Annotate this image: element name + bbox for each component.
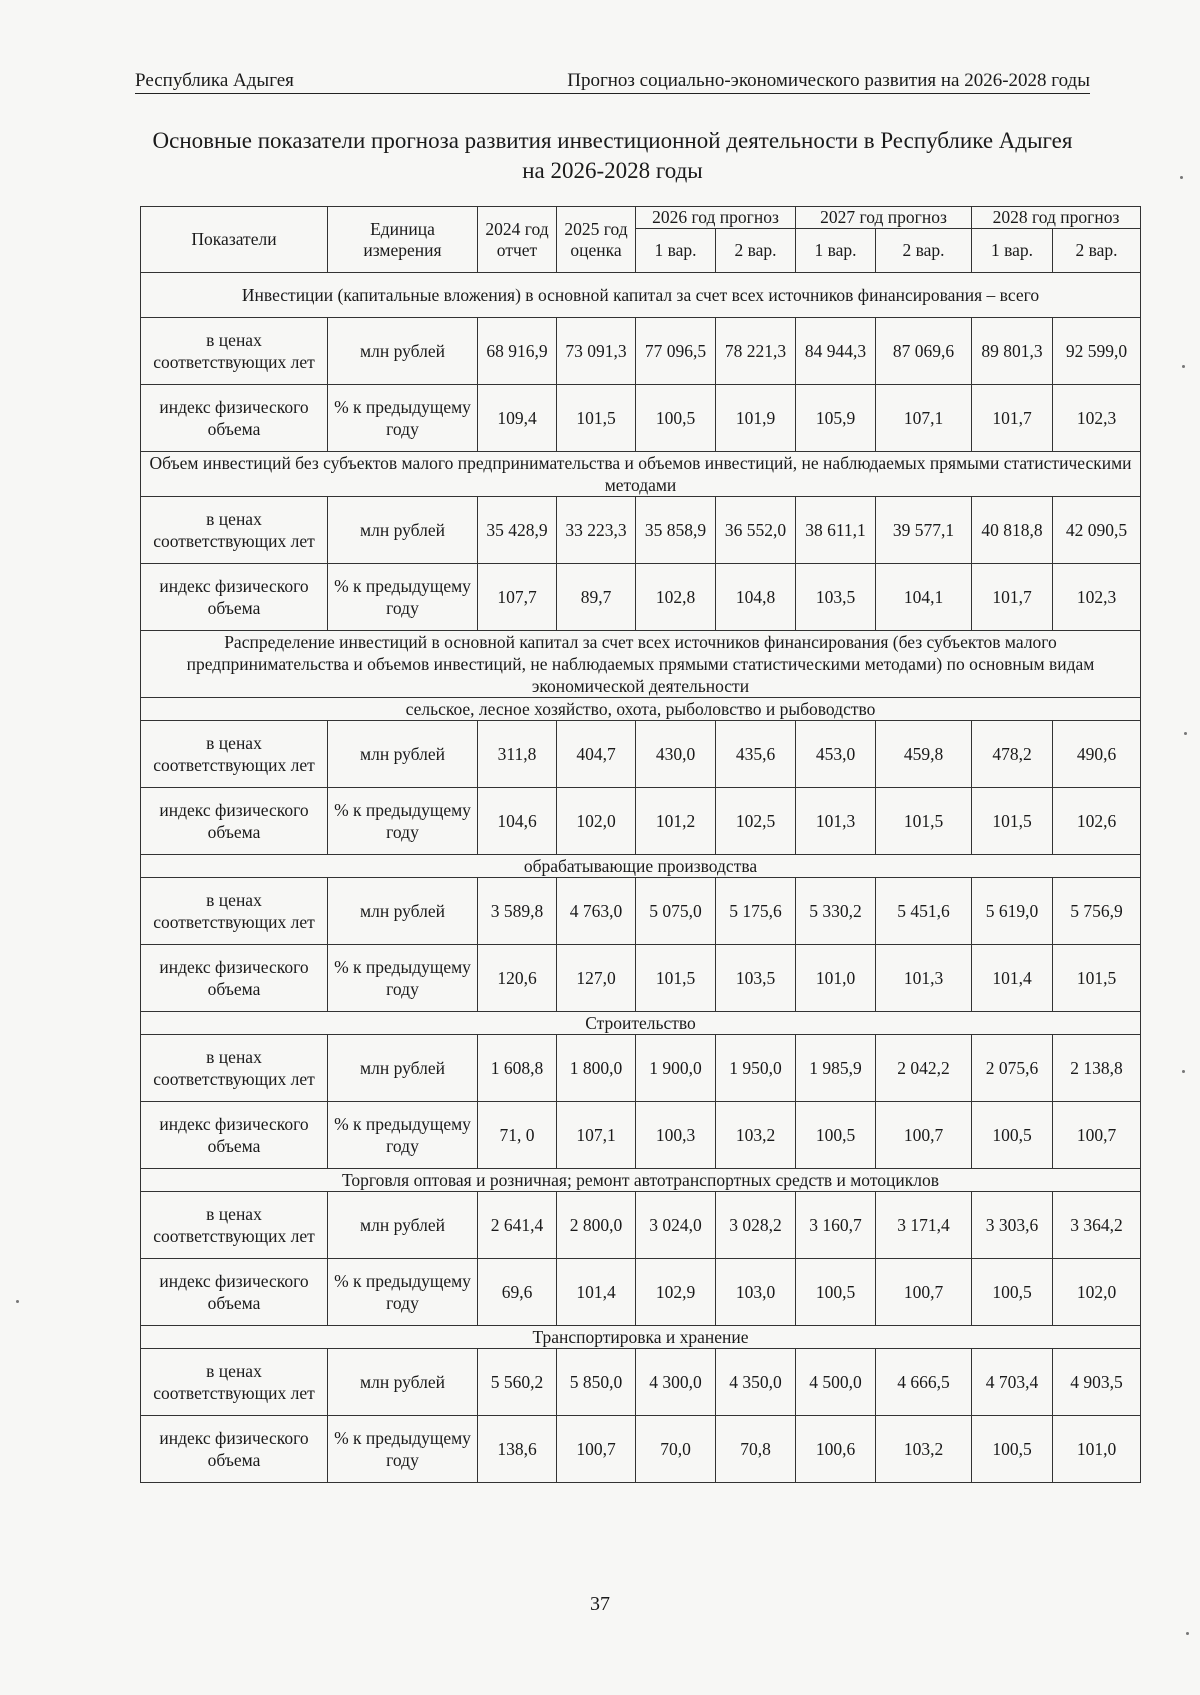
row-label: индекс физического объема [141,385,328,452]
table-row [141,1192,1141,1259]
table-cell: 73 091,3 [557,318,636,385]
col-header-2025: 2025 год оценка [557,207,636,273]
table-cell: 120,6 [478,945,557,1012]
table-cell: 102,8 [636,564,716,631]
row-label: в ценах соответствующих лет [141,878,328,945]
row-unit: % к предыдущему году [328,1102,478,1169]
table-cell: 84 944,3 [796,318,876,385]
table-cell: 127,0 [557,945,636,1012]
section-header-row [141,631,1141,698]
section-title: Распределение инвестиций в основной капитал за счет всех источников финансирования (без субъектов малого предпринимательства и объемов инвестиций, не наблюдаемых прямыми статистическими методами) по основным видам экономической деятельности [141,631,1141,698]
table-row [141,1035,1141,1102]
section-title: Торговля оптовая и розничная; ремонт автотранспортных средств и мотоциклов [141,1169,1141,1192]
row-label: в ценах соответствующих лет [141,318,328,385]
row-label: индекс физического объема [141,1416,328,1483]
table-row [141,878,1141,945]
table-cell: 435,6 [716,721,796,788]
row-label: индекс физического объема [141,945,328,1012]
table-cell: 100,6 [796,1416,876,1483]
table-cell: 107,1 [876,385,972,452]
table-cell: 2 641,4 [478,1192,557,1259]
row-unit: млн рублей [328,497,478,564]
col-header-unit: Единица измерения [328,207,478,273]
section-header-row [141,1169,1141,1192]
table-cell: 1 800,0 [557,1035,636,1102]
table-cell: 70,0 [636,1416,716,1483]
table-cell: 87 069,6 [876,318,972,385]
row-unit: млн рублей [328,1349,478,1416]
table-cell: 103,2 [876,1416,972,1483]
table-cell: 102,3 [1053,564,1141,631]
table-row [141,945,1141,1012]
table-cell: 39 577,1 [876,497,972,564]
table-cell: 103,2 [716,1102,796,1169]
section-title: Транспортировка и хранение [141,1326,1141,1349]
table-cell: 101,5 [557,385,636,452]
table-cell: 100,7 [876,1102,972,1169]
page-title [135,126,1090,186]
table-row [141,1259,1141,1326]
table-cell: 100,5 [636,385,716,452]
scan-speck [1182,1070,1185,1073]
table-cell: 101,2 [636,788,716,855]
table-cell: 3 171,4 [876,1192,972,1259]
col-header-2027: 2027 год прогноз [796,207,972,229]
investment-table [140,206,1141,1483]
table-body [141,273,1141,1483]
table-cell: 101,4 [972,945,1053,1012]
col-header-2024: 2024 год отчет [478,207,557,273]
scan-speck [1182,365,1185,368]
table-cell: 4 666,5 [876,1349,972,1416]
table-cell: 1 900,0 [636,1035,716,1102]
table-cell: 1 608,8 [478,1035,557,1102]
table-cell: 102,5 [716,788,796,855]
row-label: индекс физического объема [141,1102,328,1169]
col-header-2028-var1: 1 вар. [972,229,1053,273]
section-title: Инвестиции (капитальные вложения) в основной капитал за счет всех источников финансирования – всего [141,273,1141,318]
table-cell: 105,9 [796,385,876,452]
table-cell: 70,8 [716,1416,796,1483]
table-row [141,1102,1141,1169]
table-cell: 101,5 [972,788,1053,855]
section-header-row [141,1012,1141,1035]
table-cell: 100,7 [876,1259,972,1326]
table-cell: 100,5 [796,1259,876,1326]
page-title-line-1: Основные показатели прогноза развития инвестиционной деятельности в Республике Адыгея [152,128,1073,153]
row-label: индекс физического объема [141,1259,328,1326]
table-cell: 101,3 [796,788,876,855]
section-title: обрабатывающие производства [141,855,1141,878]
row-label: индекс физического объема [141,564,328,631]
table-cell: 42 090,5 [1053,497,1141,564]
table-cell: 103,5 [796,564,876,631]
table-cell: 109,4 [478,385,557,452]
table-cell: 459,8 [876,721,972,788]
table-cell: 4 500,0 [796,1349,876,1416]
row-unit: % к предыдущему году [328,1259,478,1326]
row-unit: млн рублей [328,1192,478,1259]
col-header-2028-var2: 2 вар. [1053,229,1141,273]
table-cell: 4 903,5 [1053,1349,1141,1416]
scan-speck [16,1300,19,1303]
row-unit: млн рублей [328,878,478,945]
table-cell: 78 221,3 [716,318,796,385]
header-doc-title: Прогноз социально-экономического развития на 2026-2028 годы [567,70,1090,91]
table-cell: 107,7 [478,564,557,631]
table-cell: 3 303,6 [972,1192,1053,1259]
running-header [135,70,1090,94]
scan-speck [1184,732,1187,735]
table-cell: 89 801,3 [972,318,1053,385]
table-cell: 1 985,9 [796,1035,876,1102]
section-header-row [141,452,1141,497]
table-cell: 100,5 [972,1259,1053,1326]
table-cell: 4 350,0 [716,1349,796,1416]
table-cell: 102,6 [1053,788,1141,855]
page-number: 37 [590,1593,610,1615]
table-cell: 478,2 [972,721,1053,788]
table-cell: 4 763,0 [557,878,636,945]
row-unit: млн рублей [328,721,478,788]
col-header-2026-var1: 1 вар. [636,229,716,273]
table-row [141,497,1141,564]
col-header-indicators: Показатели [141,207,328,273]
table-cell: 100,7 [1053,1102,1141,1169]
table-cell: 69,6 [478,1259,557,1326]
row-unit: % к предыдущему году [328,945,478,1012]
table-cell: 101,7 [972,385,1053,452]
table-cell: 101,3 [876,945,972,1012]
table-cell: 5 756,9 [1053,878,1141,945]
table-cell: 89,7 [557,564,636,631]
table-cell: 33 223,3 [557,497,636,564]
table-cell: 102,0 [557,788,636,855]
header-region: Республика Адыгея [135,70,294,91]
table-cell: 4 300,0 [636,1349,716,1416]
section-header-row [141,1326,1141,1349]
table-cell: 35 428,9 [478,497,557,564]
table-cell: 430,0 [636,721,716,788]
table-cell: 77 096,5 [636,318,716,385]
table-row [141,385,1141,452]
table-cell: 101,5 [636,945,716,1012]
row-unit: % к предыдущему году [328,385,478,452]
table-cell: 101,5 [876,788,972,855]
table-cell: 3 028,2 [716,1192,796,1259]
table-cell: 104,8 [716,564,796,631]
table-cell: 5 330,2 [796,878,876,945]
table-cell: 5 850,0 [557,1349,636,1416]
table-cell: 101,9 [716,385,796,452]
table-cell: 100,5 [972,1102,1053,1169]
table-cell: 3 024,0 [636,1192,716,1259]
table-cell: 100,5 [972,1416,1053,1483]
table-cell: 3 364,2 [1053,1192,1141,1259]
table-row [141,788,1141,855]
table-cell: 101,0 [796,945,876,1012]
table-cell: 100,3 [636,1102,716,1169]
table-cell: 100,7 [557,1416,636,1483]
table-row [141,564,1141,631]
row-unit: млн рублей [328,318,478,385]
table-cell: 3 589,8 [478,878,557,945]
section-title: Строительство [141,1012,1141,1035]
table-cell: 38 611,1 [796,497,876,564]
table-cell: 68 916,9 [478,318,557,385]
table-cell: 490,6 [1053,721,1141,788]
table-cell: 92 599,0 [1053,318,1141,385]
table-row [141,1349,1141,1416]
row-label: в ценах соответствующих лет [141,497,328,564]
col-header-2027-var2: 2 вар. [876,229,972,273]
table-cell: 5 560,2 [478,1349,557,1416]
section-header-row [141,273,1141,318]
table-cell: 3 160,7 [796,1192,876,1259]
table-cell: 2 075,6 [972,1035,1053,1102]
row-label: в ценах соответствующих лет [141,1192,328,1259]
table-cell: 5 075,0 [636,878,716,945]
table-cell: 5 619,0 [972,878,1053,945]
section-header-row [141,855,1141,878]
table-cell: 5 175,6 [716,878,796,945]
col-header-2026: 2026 год прогноз [636,207,796,229]
page-title-line-2: на 2026-2028 годы [522,158,703,183]
table-cell: 5 451,6 [876,878,972,945]
section-title: Объем инвестиций без субъектов малого предпринимательства и объемов инвестиций, не наблюдаемых прямыми статистическими методами [141,452,1141,497]
table-cell: 311,8 [478,721,557,788]
table-cell: 102,9 [636,1259,716,1326]
table-cell: 103,0 [716,1259,796,1326]
row-unit: % к предыдущему году [328,564,478,631]
table-cell: 404,7 [557,721,636,788]
table-cell: 71, 0 [478,1102,557,1169]
table-row [141,721,1141,788]
table-row [141,1416,1141,1483]
table-cell: 2 042,2 [876,1035,972,1102]
row-label: в ценах соответствующих лет [141,721,328,788]
scan-speck [1186,1632,1189,1635]
section-subheader-row [141,698,1141,721]
table-cell: 101,5 [1053,945,1141,1012]
table-cell: 101,0 [1053,1416,1141,1483]
col-header-2027-var1: 1 вар. [796,229,876,273]
section-subtitle: сельское, лесное хозяйство, охота, рыболовство и рыбоводство [141,698,1141,721]
row-unit: % к предыдущему году [328,788,478,855]
table-cell: 103,5 [716,945,796,1012]
table-cell: 101,4 [557,1259,636,1326]
row-label: в ценах соответствующих лет [141,1035,328,1102]
table-cell: 1 950,0 [716,1035,796,1102]
row-unit: % к предыдущему году [328,1416,478,1483]
table-cell: 2 800,0 [557,1192,636,1259]
table-row [141,318,1141,385]
table-cell: 107,1 [557,1102,636,1169]
table-cell: 36 552,0 [716,497,796,564]
col-header-2028: 2028 год прогноз [972,207,1141,229]
scan-speck [1180,176,1183,179]
table-cell: 101,7 [972,564,1053,631]
table-cell: 102,0 [1053,1259,1141,1326]
table-cell: 104,1 [876,564,972,631]
table-cell: 104,6 [478,788,557,855]
row-label: индекс физического объема [141,788,328,855]
table-cell: 4 703,4 [972,1349,1053,1416]
row-unit: млн рублей [328,1035,478,1102]
table-cell: 102,3 [1053,385,1141,452]
row-label: в ценах соответствующих лет [141,1349,328,1416]
col-header-2026-var2: 2 вар. [716,229,796,273]
table-cell: 40 818,8 [972,497,1053,564]
table-cell: 2 138,8 [1053,1035,1141,1102]
table-cell: 100,5 [796,1102,876,1169]
table-cell: 35 858,9 [636,497,716,564]
table-cell: 138,6 [478,1416,557,1483]
table-cell: 453,0 [796,721,876,788]
